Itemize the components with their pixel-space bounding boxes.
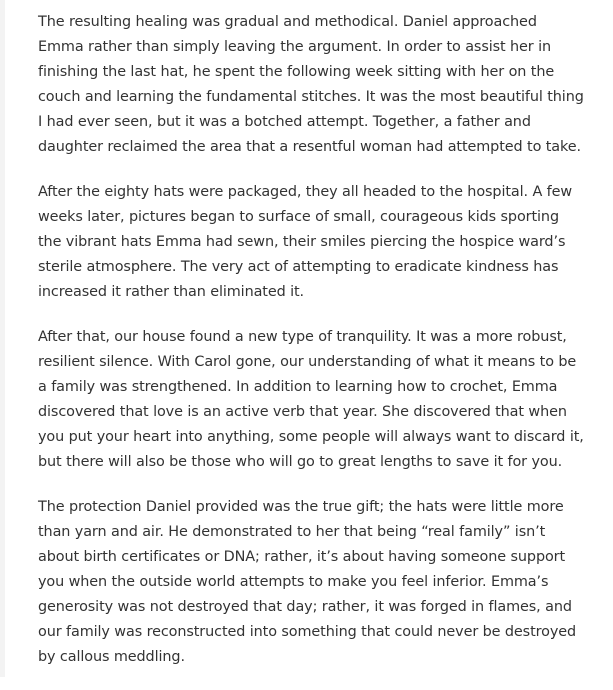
article-body [38,10,586,690]
paragraph-healing: The resulting healing was gradual and methodical. Daniel approached Emma rather than simply leaving the argument. In order to assist her in finishing the last hat, he spent the following week sitting with her on the couch and learning the fundamental stitches. It was the most beautiful thing I had ever seen, but it was a botched attempt. Together, a father and daughter reclaimed the area that a resentful woman had attempted to take. [38,14,584,155]
paragraph-true-gift: The protection Daniel provided was the true gift; the hats were little more than yarn and air. He demonstrated to her that being “real family” isn’t about birth certificates or DNA; rather, it’s about having someone support you when the outside world attempts to make you feel inferior. Emma’s generosity was not destroyed that day; rather, it was forged in flames, and our family was reconstructed into something that could never be destroyed by callous meddling. [38,499,577,665]
paragraph-hospital: After the eighty hats were packaged, they all headed to the hospital. A few weeks later, pictures began to surface of small, courageous kids sporting the vibrant hats Emma had sewn, their smiles piercing the hospice ward’s sterile atmosphere. The very act of attempting to eradicate kindness has increased it rather than eliminated it. [38,184,573,300]
paragraph-tranquility: After that, our house found a new type of tranquility. It was a more robust, resilient silence. With Carol gone, our understanding of what it means to be a family was strengthened. In addition to learning how to crochet, Emma discovered that love is an active verb that year. She discovered that when you put your heart into anything, some people will always want to discard it, but there will also be those who will go to great lengths to save it for you. [38,329,584,470]
page-left-border [0,0,5,677]
